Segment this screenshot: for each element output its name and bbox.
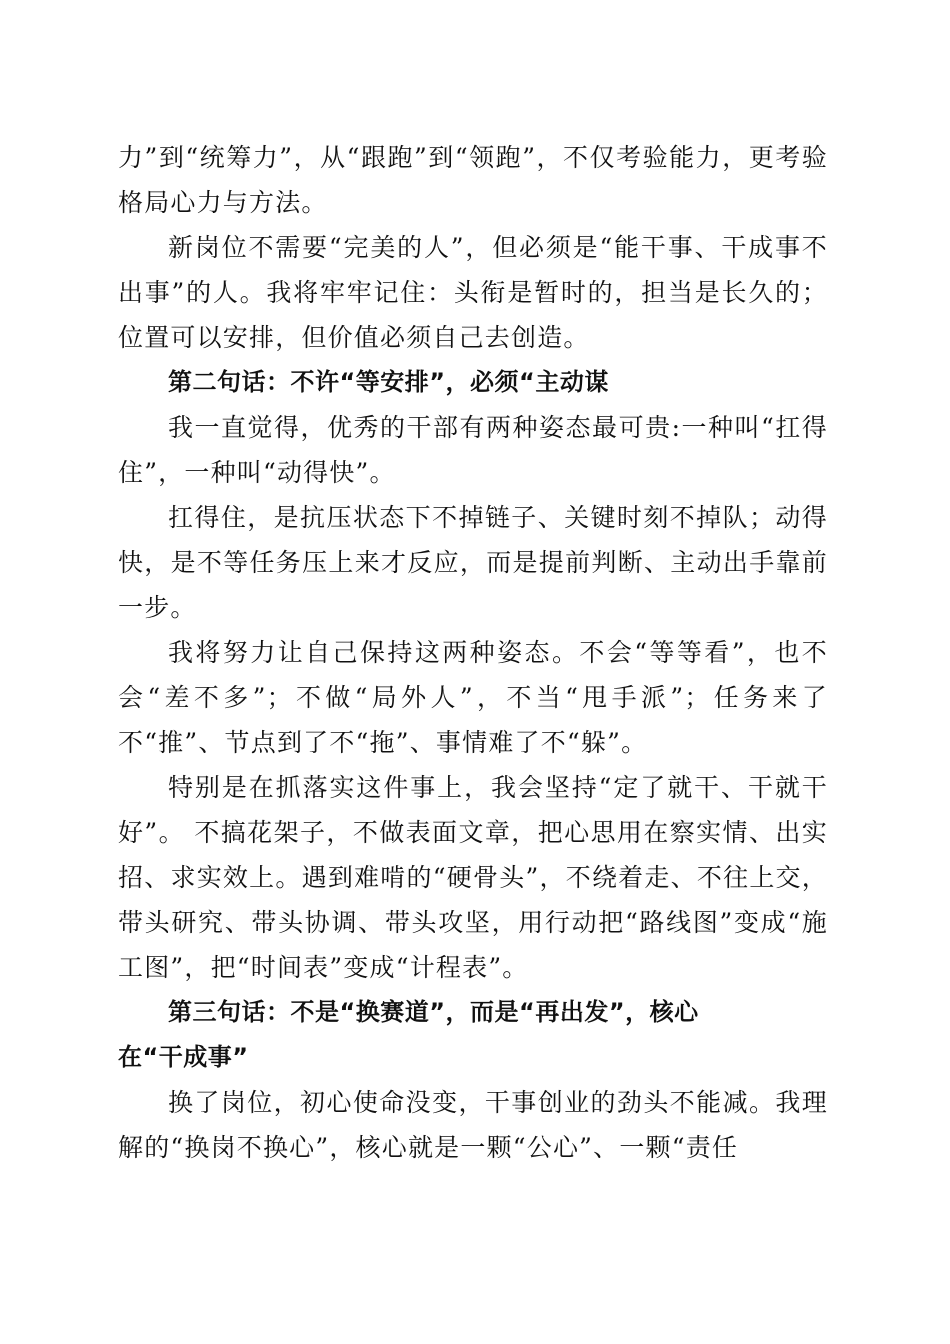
paragraph-keep-postures: 我将努力让自己保持这两种姿态。不会“等等看”，也不会“差不多”；不做“局外人”，不当“甩手派”；任务来了不“推”、节点到了不“拖”、事情难了不“躲”。 [118, 638, 828, 757]
section-heading-third [118, 990, 828, 1080]
paragraph-change-post: 换了岗位，初心使命没变，干事创业的劲头不能减。我理解的“换岗不换心”，核心就是一颗“公心”、一颗“责任 [118, 1088, 828, 1162]
paragraph-two-postures: 我一直觉得，优秀的干部有两种姿态最可贵:一种叫“扛得住”，一种叫“动得快”。 [118, 413, 828, 487]
section-heading-second: 第二句话：不许“等安排”，必须“主动谋 [168, 368, 609, 396]
section-heading-third-line1: 第三句话：不是“换赛道”，而是“再出发”，核心 [168, 998, 699, 1026]
paragraph-withstand-act-fast: 扛得住，是抗压状态下不掉链子、关键时刻不掉队；动得快，是不等任务压上来才反应，而是提前判断、主动出手靠前一步。 [118, 503, 828, 622]
section-heading-third-line2: 在“干成事” [118, 1043, 249, 1071]
paragraph-continuation: 力”到“统筹力”，从“跟跑”到“领跑”，不仅考验能力，更考验格局心力与方法。 [118, 143, 828, 217]
document-body [118, 135, 828, 1170]
paragraph-implementation: 特别是在抓落实这件事上，我会坚持“定了就干、干就干好”。 不搞花架子，不做表面文章，把心思用在察实情、出实招、求实效上。遇到难啃的“硬骨头”，不绕着走、不往上交，带头研究、带头协调、带头攻坚，用行动把“路线图”变成“施工图”，把“时间表”变成“计程表”。 [118, 773, 828, 982]
paragraph-new-position: 新岗位不需要“完美的人”，但必须是“能干事、干成事不出事”的人。我将牢牢记住：头衔是暂时的，担当是长久的；位置可以安排，但价值必须自己去创造。 [118, 233, 828, 352]
